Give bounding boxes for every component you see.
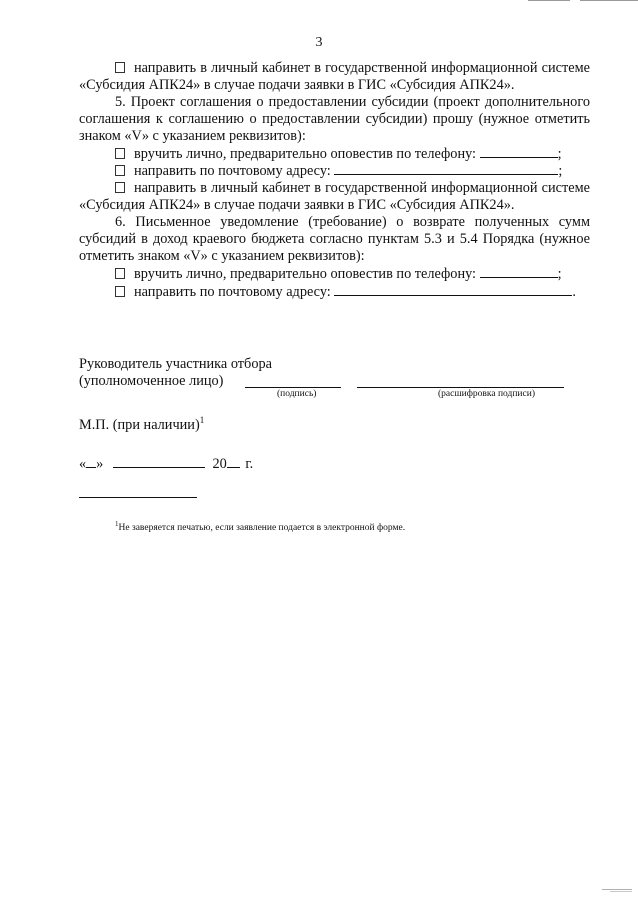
section-5-paragraph: 5. Проект соглашения о предоставлении субсидии (проект дополнительного соглашения к соглашению о предоставлении субсидии) прошу (нужное отметить знаком «V» с указанием реквизитов): xyxy=(79,93,590,144)
option-text: направить в личный кабинет в государственной информационной системе «Субсидия АПК24» в случае подачи заявки в ГИС «Субсидия АПК24». xyxy=(79,180,590,214)
footnote-ref: 1 xyxy=(199,415,205,425)
option-item xyxy=(79,180,590,214)
option-text: направить по почтовому адресу: xyxy=(134,163,331,180)
footnote: $^1$Не заверяется печатью, если заявление подается в электронной форме. xyxy=(115,520,406,534)
option-text: вручить лично, предварительно оповестив по телефону: xyxy=(134,265,477,282)
phone-blank[interactable] xyxy=(480,145,558,158)
option-text: направить по почтовому адресу: xyxy=(134,283,331,300)
scan-edge-marks xyxy=(528,0,638,6)
signature-caption: (подпись) xyxy=(277,389,317,399)
phone-blank[interactable] xyxy=(480,265,558,278)
option-text: вручить лично, предварительно оповестив по телефону: xyxy=(134,145,477,162)
stamp-place: М.П. (при наличии)$^1$ xyxy=(79,415,205,433)
punctuation: ; xyxy=(557,265,562,282)
checkbox-icon[interactable] xyxy=(115,268,125,279)
year-blank[interactable] xyxy=(227,455,240,468)
punctuation: ; xyxy=(557,145,562,162)
date-line: « » 20 г. xyxy=(79,456,254,472)
option-text: направить в личный кабинет в государственной информационной системе «Субсидия АПК24» в случае подачи заявки в ГИС «Субсидия АПК24». xyxy=(79,60,590,93)
scan-edge-mark xyxy=(610,891,632,892)
punctuation: . xyxy=(572,283,576,300)
signer-title: Руководитель участника отбора xyxy=(79,356,272,372)
option-item xyxy=(79,145,590,163)
address-blank[interactable] xyxy=(334,283,572,296)
signer-subtitle: (уполномоченное лицо) xyxy=(79,373,224,389)
signature-decoding-line[interactable] xyxy=(357,387,564,388)
option-item xyxy=(79,283,590,301)
section-6-paragraph: 6. Письменное уведомление (требование) о возврате полученных сумм субсидий в доход краевого бюджета согласно пунктам 5.3 и 5.4 Порядка (нужное отметить знаком «V» с указанием реквизитов): xyxy=(79,214,590,264)
month-blank[interactable] xyxy=(113,455,205,468)
punctuation: ; xyxy=(558,163,563,180)
checkbox-icon[interactable] xyxy=(115,165,125,176)
checkbox-icon[interactable] xyxy=(115,62,125,73)
page-number: 3 xyxy=(315,35,323,50)
checkbox-icon[interactable] xyxy=(115,182,125,193)
option-item xyxy=(79,265,590,283)
option-item xyxy=(79,162,590,180)
option-item xyxy=(79,60,590,94)
checkbox-icon[interactable] xyxy=(115,148,125,159)
signature-line[interactable] xyxy=(245,387,341,388)
signer-block xyxy=(79,356,272,390)
document-body xyxy=(79,60,590,301)
footnote-divider xyxy=(79,497,197,498)
scan-edge-mark xyxy=(602,889,632,890)
day-blank[interactable] xyxy=(86,455,96,468)
decoding-caption: (расшифровка подписи) xyxy=(438,389,535,399)
address-blank[interactable] xyxy=(334,162,558,175)
checkbox-icon[interactable] xyxy=(115,286,125,297)
